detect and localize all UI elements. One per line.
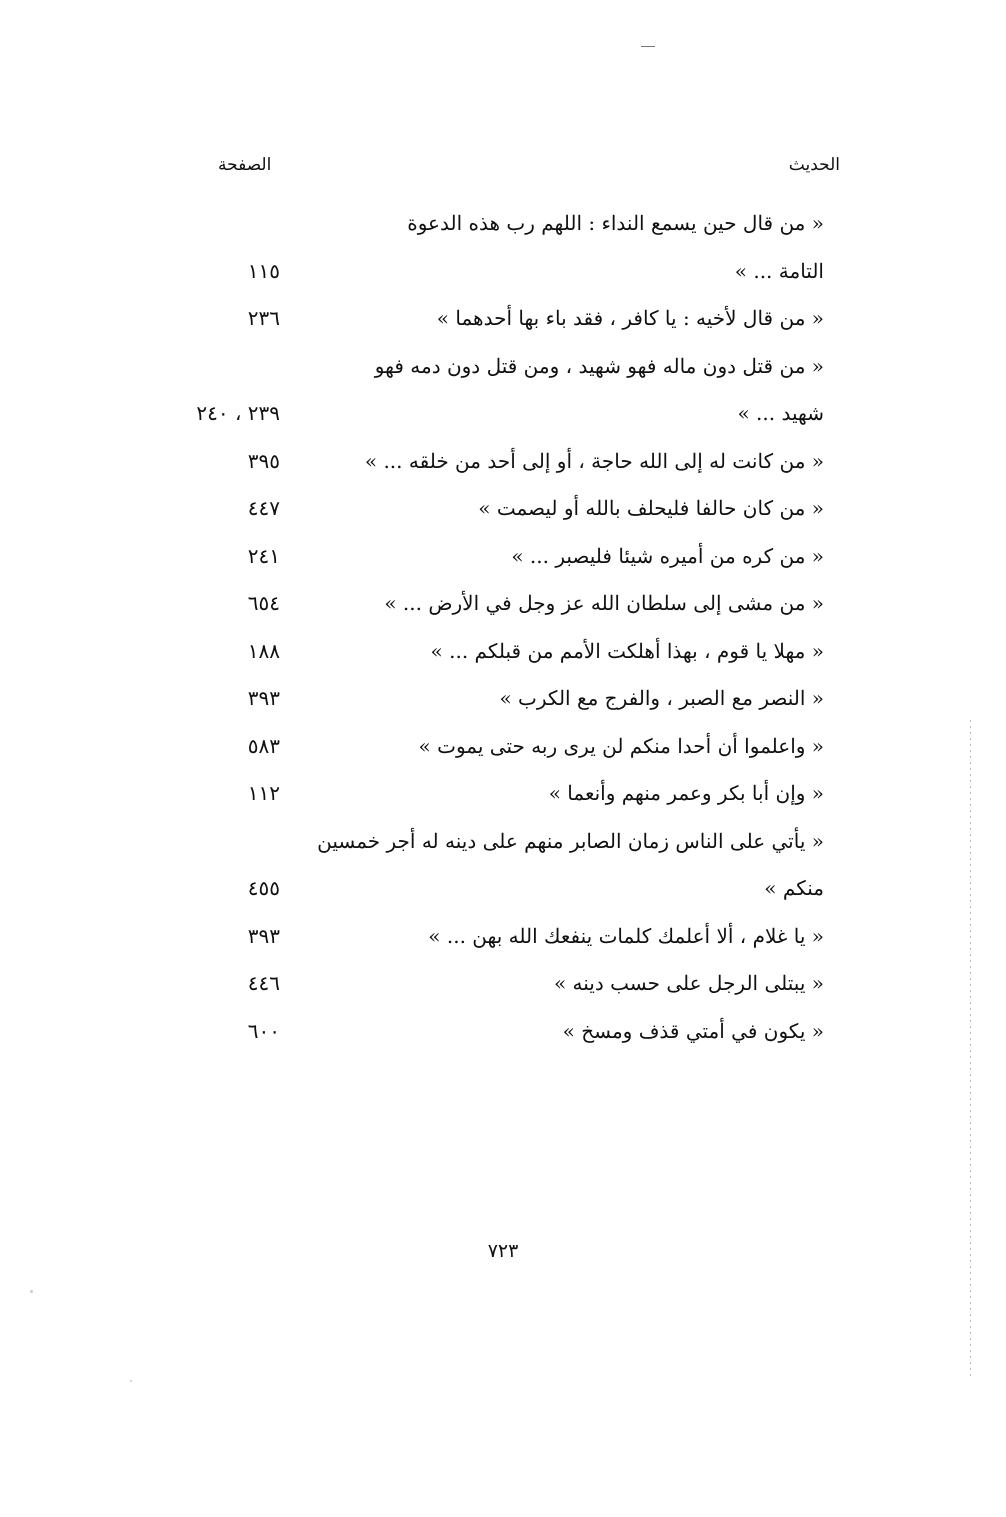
index-entry <box>140 675 828 723</box>
page-reference: ٤٤٧ <box>247 496 280 520</box>
hadith-text-line: « يأتي على الناس زمان الصابر منهم على دينه له أجر خمسين <box>317 828 824 853</box>
index-entry <box>140 438 828 486</box>
top-mark <box>641 46 655 47</box>
scan-margin-line <box>970 720 971 1380</box>
page-reference: ١٨٨ <box>247 638 280 663</box>
hadith-text-line: « يا غلام ، ألا أعلمك كلمات ينفعك الله بهن ... » <box>428 923 824 948</box>
hadith-text-line: « من مشى إلى سلطان الله عز وجل في الأرض ... » <box>384 591 824 615</box>
page-reference: ١١٢ <box>247 781 280 805</box>
index-entry <box>140 628 828 676</box>
hadith-text-line: « من قال حين يسمع النداء : اللهم رب هذه الدعوة <box>407 211 824 235</box>
page-reference: ٣٩٥ <box>247 448 280 473</box>
hadith-text-line: « من كان حالفا فليحلف بالله أو ليصمت » <box>478 496 824 520</box>
index-entry <box>140 818 828 913</box>
hadith-text-line: « واعلموا أن أحدا منكم لن يرى ربه حتى يموت » <box>418 733 824 758</box>
hadith-column-header: الحديث <box>788 155 840 175</box>
hadith-text-line: « يكون في أمتي قذف ومسخ » <box>562 1018 824 1043</box>
hadith-text-line: « من كانت له إلى الله حاجة ، أو إلى أحد من خلقه ... » <box>364 448 824 473</box>
page-number: ٧٢٣ <box>487 1240 519 1262</box>
hadith-text-line: « من كره من أميره شيئا فليصبر ... » <box>511 543 824 568</box>
page-reference: ٣٩٣ <box>247 686 280 710</box>
page-reference: ٥٨٣ <box>247 733 280 758</box>
index-entry <box>140 485 828 533</box>
index-entry <box>140 580 828 628</box>
page-reference: ٢٣٦ <box>247 306 280 330</box>
hadith-text-line: منكم » <box>764 876 824 900</box>
column-headers <box>140 155 840 185</box>
hadith-text-line: « من قتل دون ماله فهو شهيد ، ومن قتل دون دمه فهو <box>374 353 824 378</box>
page-reference: ٤٥٥ <box>247 876 280 900</box>
index-entry <box>140 960 828 1008</box>
hadith-text-line: التامة ... » <box>734 258 824 283</box>
hadith-text-line: « مهلا يا قوم ، بهذا أهلكت الأمم من قبلكم ... » <box>430 638 824 663</box>
index-entry <box>140 1008 828 1056</box>
index-entry <box>140 343 828 438</box>
page-reference: ٢٤١ <box>247 543 280 568</box>
hadith-text-line: « من قال لأخيه : يا كافر ، فقد باء بها أحدهما » <box>436 306 824 330</box>
page-reference: ٤٤٦ <box>247 971 280 995</box>
index-entry <box>140 913 828 961</box>
hadith-text-line: « النصر مع الصبر ، والفرج مع الكرب » <box>499 686 824 710</box>
hadith-index-list <box>140 200 828 1055</box>
page-reference: ٢٣٩ ، ٢٤٠ <box>196 401 280 425</box>
page-reference: ٦٠٠ <box>247 1018 280 1043</box>
hadith-text-line: « يبتلى الرجل على حسب دينه » <box>553 971 824 995</box>
scan-speck <box>30 1290 33 1293</box>
index-entry <box>140 200 828 295</box>
hadith-text-line: شهيد ... » <box>737 401 824 425</box>
page-reference: ١١٥ <box>247 258 280 283</box>
page-column-header: الصفحة <box>218 155 272 175</box>
scan-speck <box>130 1380 132 1382</box>
index-entry <box>140 770 828 818</box>
hadith-text-line: « وإن أبا بكر وعمر منهم وأنعما » <box>548 781 824 805</box>
index-entry <box>140 533 828 581</box>
page-reference: ٣٩٣ <box>247 923 280 948</box>
page-reference: ٦٥٤ <box>247 591 280 615</box>
index-entry <box>140 723 828 771</box>
index-entry <box>140 295 828 343</box>
